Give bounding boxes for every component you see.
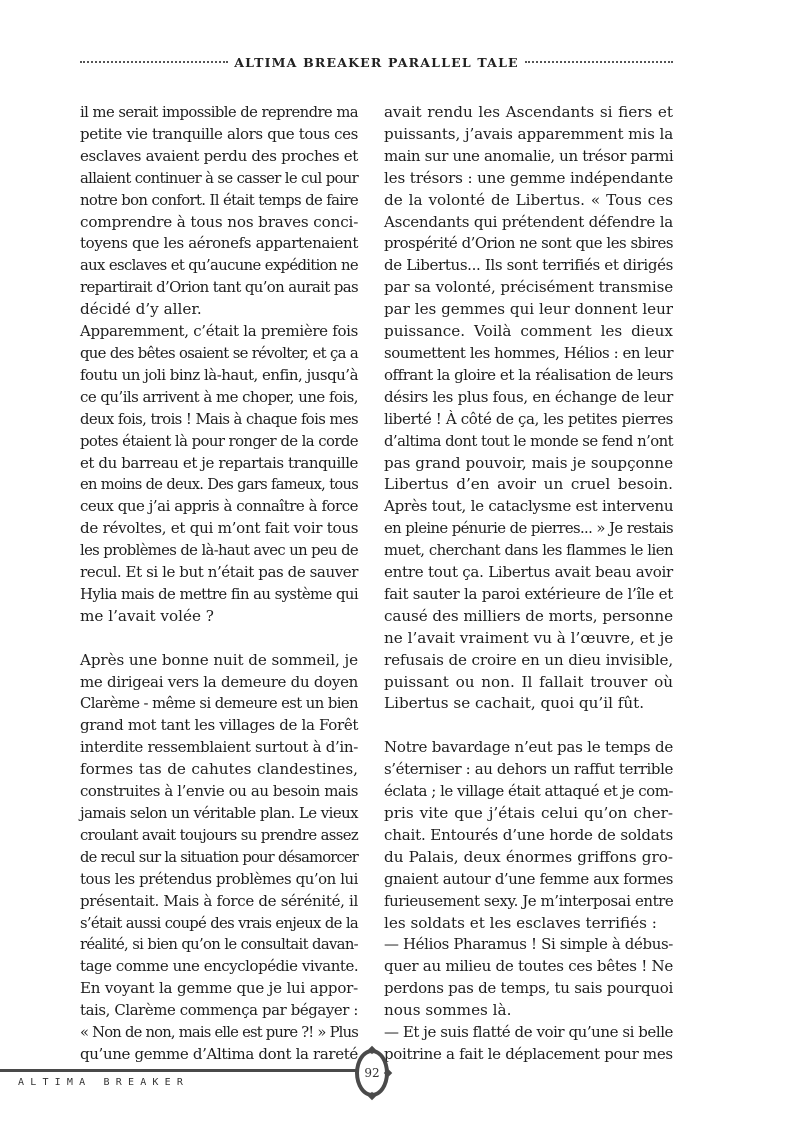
text-line: entre tout ça. Libertus avait beau avoir (384, 563, 673, 582)
text-line: En voyant la gemme que je lui appor- (80, 979, 358, 998)
text-line: de recul sur la situation pour désamorcer (80, 848, 358, 866)
text-line: puissant ou non. Il fallait trouver où (384, 672, 673, 691)
text-line: que des bêtes osaient se révolter, et ça a (80, 344, 358, 362)
text-line: s’éterniser : au dehors un raffut terrible (384, 760, 673, 779)
text-line: me dirigeai vers la demeure du doyen (80, 672, 358, 691)
text-line: perdons pas de temps, tu sais pourquoi (384, 979, 673, 998)
text-line: de Libertus... Ils sont terrifiés et dirigés (384, 256, 673, 275)
text-line: ceux que j’ai appris à connaître à force (80, 497, 358, 516)
text-line: par les gemmes qui leur donnent leur (384, 300, 673, 319)
text-line: tais, Clarème commença par bégayer : (80, 1001, 358, 1020)
text-line: grand mot tant les villages de la Forêt (80, 716, 359, 735)
text-line: puissants, j’avais apparemment mis la (384, 124, 674, 143)
text-line: Hylia mais de mettre fin au système qui (80, 585, 358, 603)
text-line: foutu un joli binz là-haut, enfin, jusqu’à (80, 365, 358, 384)
text-line: quer au milieu de toutes ces bêtes ! Ne (384, 957, 673, 976)
text-line: me l’avait volée ? (80, 606, 214, 625)
text-line: esclaves avaient perdu des proches et (80, 146, 358, 165)
text-line: potes étaient là pour ronger de la corde (80, 431, 358, 450)
text-line: d’altima dont tout le monde se fend n’ont (384, 432, 673, 450)
text-line: pris vite que j’étais celui qu’on cher- (384, 803, 673, 822)
dotted-rule-right (525, 61, 673, 63)
paragraph (80, 321, 358, 628)
text-line: aux esclaves et qu’aucune expédition ne (80, 257, 358, 275)
text-line: poitrine a fait le déplacement pour mes (384, 1044, 673, 1063)
running-title: ALTIMA BREAKER PARALLEL TALE (234, 54, 519, 70)
text-line: Clarème - même si demeure est un bien (80, 695, 358, 713)
text-line: et du barreau et je repartais tranquille (80, 453, 358, 472)
text-line: toyens que les aéronefs appartenaient (80, 234, 358, 253)
badge-notch-top (368, 1046, 376, 1054)
paragraph (384, 1022, 673, 1066)
text-line: interdite ressemblaient surtout à d’in- (80, 738, 358, 757)
text-line: deux fois, trois ! Mais à chaque fois mes (80, 410, 358, 428)
text-line: soumettent les hommes, Hélios : en leur (384, 343, 674, 362)
text-line: Libertus d’en avoir un cruel besoin. (384, 475, 673, 494)
text-line: allaient continuer à se casser le cul pour (80, 169, 358, 187)
badge-notch-right (384, 1069, 392, 1077)
text-line: les problèmes de là-haut avec un peu de (80, 542, 358, 560)
left-column (80, 102, 358, 1066)
text-line: construites à l’envie ou au besoin mais (80, 782, 358, 801)
text-line: jamais selon un véritable plan. Le vieux (80, 803, 358, 822)
text-line: présentait. Mais à force de sérénité, il (80, 891, 358, 910)
text-line: croulant avait toujours su prendre assez (80, 826, 358, 844)
paragraph (384, 934, 673, 1022)
text-line: muet, cherchant dans les flammes le lien (384, 542, 673, 560)
text-line: éclata ; le village était attaqué et je com- (384, 782, 673, 801)
text-line: Après une bonne nuit de sommeil, je (80, 650, 358, 669)
text-line: Apparemment, c’était la première fois (80, 322, 358, 341)
text-line: chait. Entourés d’une horde de soldats (384, 825, 673, 844)
footer-rule (0, 1069, 358, 1072)
text-line: Ascendants qui prétendent défendre la (384, 212, 673, 231)
text-line: ne l’avait vraiment vu à l’œuvre, et je (384, 628, 674, 647)
text-line: Libertus se cachait, quoi qu’il fût. (384, 694, 645, 713)
text-line: Notre bavardage n’eut pas le temps de (384, 738, 673, 757)
text-line: tous les prétendus problèmes qu’on lui (80, 869, 358, 888)
text-line: réalité, si bien qu’on le consultait davan- (80, 936, 358, 954)
page-number: 92 (364, 1066, 380, 1080)
paragraph (80, 102, 358, 321)
text-line: notre bon confort. Il était temps de faire (80, 190, 358, 209)
text-line: les trésors : une gemme indépendante (384, 168, 673, 187)
text-line: les soldats et les esclaves terrifiés : (384, 913, 657, 932)
text-line: qu’une gemme d’Altima dont la rareté (80, 1044, 358, 1063)
text-line: — Hélios Pharamus ! Si simple à débus- (384, 935, 673, 954)
text-line: il me serait impossible de reprendre ma (80, 104, 358, 121)
text-line: décidé d’y aller. (80, 300, 202, 319)
text-line: causé des milliers de morts, personne (384, 606, 673, 625)
text-line: désirs les plus fous, en échange de leur (384, 387, 673, 406)
text-line: formes tas de cahutes clandestines, (80, 760, 358, 779)
text-line: ce qu’ils arrivent à me choper, une fois, (80, 387, 358, 406)
text-line: par sa volonté, précisément transmise (384, 278, 673, 297)
page-number-badge (355, 1049, 389, 1097)
text-line: liberté ! À côté de ça, les petites pierres (384, 409, 673, 428)
badge-notch-bottom (368, 1092, 376, 1100)
footer-book-title: ALTIMA BREAKER (18, 1077, 190, 1088)
text-line: comprendre à tous nos braves conci- (80, 212, 359, 231)
text-line: repartirait d’Orion tant qu’on aurait pas (80, 278, 358, 297)
text-line: nous sommes là. (384, 1001, 512, 1020)
text-line: puissance. Voilà comment les dieux (384, 322, 673, 341)
right-column (384, 102, 673, 1066)
text-line: de révoltes, et qui m’ont fait voir tous (80, 519, 359, 538)
text-line: furieusement sexy. Je m’interposai entre (384, 891, 674, 910)
paragraph (384, 102, 673, 715)
text-line: refusais de croire en un dieu invisible, (384, 650, 673, 669)
text-line: fait sauter la paroi extérieure de l’île et (384, 584, 673, 603)
text-line: « Non de non, mais elle est pure ?! » Plus (80, 1024, 358, 1042)
text-line: gnaient autour d’une femme aux formes (384, 869, 673, 888)
text-line: tage comme une encyclopédie vivante. (80, 957, 359, 976)
dotted-rule-left (80, 61, 228, 63)
text-line: offrant la gloire et la réalisation de leurs (384, 365, 673, 384)
text-line: en moins de deux. Des gars fameux, tous (80, 476, 358, 494)
text-line: Après tout, le cataclysme est intervenu (384, 497, 674, 516)
text-line: petite vie tranquille alors que tous ces (80, 124, 358, 143)
text-line: de la volonté de Libertus. « Tous ces (384, 190, 673, 209)
text-line: main sur une anomalie, un trésor parmi (384, 146, 674, 165)
paragraph (80, 650, 358, 1066)
text-line: — Et je suis flatté de voir qu’une si belle (384, 1023, 673, 1042)
text-line: pas grand pouvoir, mais je soupçonne (384, 453, 673, 472)
running-header (80, 52, 673, 72)
text-line: du Palais, deux énormes griffons gro- (384, 847, 673, 866)
text-line: avait rendu les Ascendants si fiers et (384, 103, 673, 121)
text-line: en pleine pénurie de pierres... » Je restais (384, 520, 673, 538)
text-line: recul. Et si le but n’était pas de sauver (80, 563, 358, 582)
paragraph (384, 737, 673, 934)
text-line: prospérité d’Orion ne sont que les sbires (384, 234, 673, 253)
text-line: s’était aussi coupé des vrais enjeux de la (80, 914, 358, 932)
